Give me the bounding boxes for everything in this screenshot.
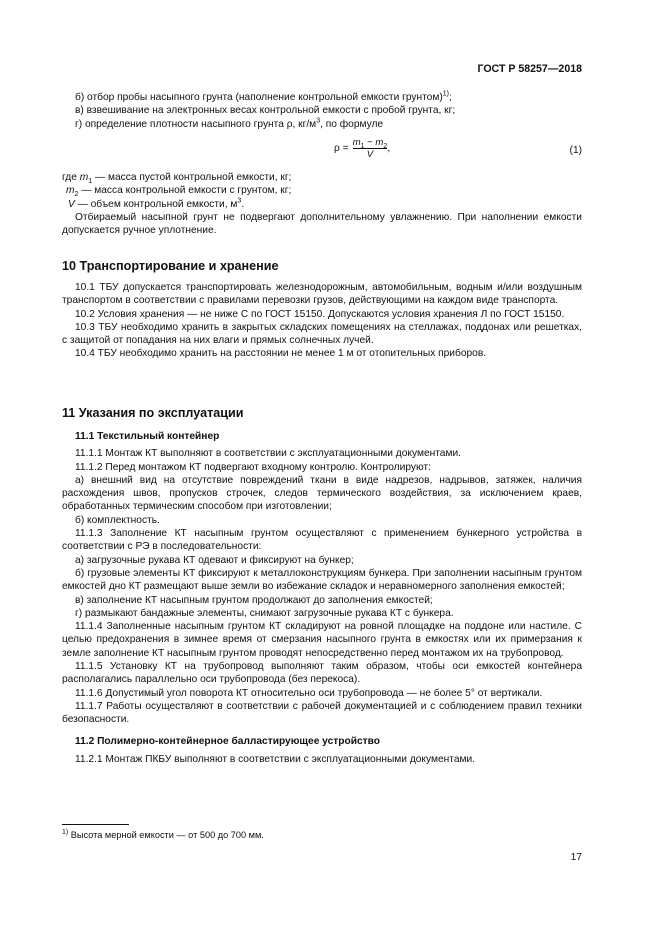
para-11-1-1: 11.1.1 Монтаж КТ выполняют в соответствии с эксплуатационными документами. (75, 448, 461, 460)
section-11-title: 11 Указания по эксплуатации (62, 406, 244, 420)
sample-paragraph: Отбираемый насыпной грунт не подвергают дополнительному увлажнению. При наполнении емкости допускается ручное уплотнение. (62, 211, 582, 237)
para-11-1-2-b: б) комплектность. (75, 514, 160, 526)
where-m1: где $m_1$ — масса пустой контрольной емкости, кг; (62, 172, 292, 186)
para-11-1-3-g: г) размыкают бандажные элементы, снимают загрузочные рукава КТ с бункера. (75, 607, 454, 619)
para-11-1-3-b: б) грузовые элементы КТ фиксируют к металлоконструкциям бункера. При заполнении насыпным грунтом емкостей дно КТ размещают выше земли во избежание складок и неравномерного заполнения емкостей; (62, 567, 582, 593)
para-11-1-7: 11.1.7 Работы осуществляют в соответствии с рабочей документацией и с соблюдением правил техники безопасности. (62, 700, 582, 726)
para-11-1-3-a: а) загрузочные рукава КТ одевают и фиксируют на бункер; (75, 554, 354, 566)
where-m2: $m_2$ — масса контрольной емкости с грунтом, кг; (66, 185, 292, 199)
list-item-v: в) взвешивание на электронных весах контрольной емкости с пробой грунта, кг; (75, 105, 456, 117)
section-10-title: 10 Транспортирование и хранение (62, 259, 279, 273)
subsection-11-1-title: 11.1 Текстильный контейнер (75, 431, 220, 442)
subsection-11-2-title: 11.2 Полимерно-контейнерное балластирующее устройство (75, 735, 380, 747)
footnote-ref: 1) (442, 90, 449, 98)
para-11-1-2: 11.1.2 Перед монтажом КТ подвергают входному контролю. Контролируют: (75, 461, 431, 473)
where-v: V — объем контрольной емкости, $м^3$. (68, 197, 245, 210)
density-formula: ρ = $\frac{m_1 - m_2}{V}$ , (334, 137, 391, 160)
para-11-2-1: 11.2.1 Монтаж ПКБУ выполняют в соответствии с эксплуатационными документами. (75, 753, 476, 765)
para-10-2: 10.2 Условия хранения — не ниже С по ГОСТ 15150. Допускаются условия хранения Л по ГОСТ 15150. (75, 308, 565, 320)
para-11-1-4: 11.1.4 Заполненные насыпным грунтом КТ складируют на ровной площадке на поддоне или настиле. С целью предохранения в зимнее время от смерзания насыпного грунта в емкостях или их примерзания к земле заполнение КТ насыпным грунтом проводят непосредственно перед монтажом их на трубопровод. (62, 621, 582, 659)
para-11-1-3: 11.1.3 Заполнение КТ насыпным грунтом осуществляют с применением бункерного устройства в соответствии с РЭ в последовательности: (62, 528, 582, 553)
formula-number: (1) (569, 145, 582, 156)
para-10-3: 10.3 ТБУ необходимо хранить в закрытых складских помещениях на стеллажах, поддонах или решетках, с защитой от попадания на них влаги и прямых солнечных лучей. (62, 321, 582, 347)
para-11-1-3-v: в) заполнение КТ насыпным грунтом продолжают до заполнения емкостей; (75, 594, 433, 606)
page-number: 17 (570, 852, 582, 863)
sampling-list (62, 91, 582, 131)
where-block (62, 171, 582, 237)
section-11 (62, 430, 582, 766)
para-11-1-6: 11.1.6 Допустимый угол поворота КТ относительно оси трубопровода — не более 5° от вертикали. (75, 687, 543, 699)
para-11-1-5: 11.1.5 Установку КТ на трубопровод выполняют таким образом, чтобы оси емкостей контейнера располагались параллельно оси трубопровода (без перекоса). (62, 661, 582, 686)
para-10-1: 10.1 ТБУ допускается транспортировать железнодорожным, автомобильным, водным и/или воздушным транспортом в соответствии с правилами перевозки грузов, действующими на каждом виде транспорта. (62, 282, 582, 307)
list-item-g: г) определение плотности насыпного грунта ρ, $кг/м^3$, по формуле (75, 117, 384, 130)
document-code: ГОСТ Р 58257—2018 (477, 63, 582, 75)
footnote: $^{1)}$ Высота мерной емкости — от 500 до 700 мм. (62, 828, 264, 840)
footnote-separator (62, 824, 129, 825)
section-10 (62, 281, 582, 361)
list-item-b: б) отбор пробы насыпного грунта (наполнение контрольной емкости грунтом)$^{1)}$; (75, 90, 452, 103)
para-11-1-2-a: а) внешний вид на отсутствие повреждений ткани в виде надрезов, надрывов, затяжек, наличия расхождения швов, пропусков строчек, следов термического воздействия, за исключением краев, обработанных термическим способом при изготовлении; (62, 474, 582, 513)
para-10-4: 10.4 ТБУ необходимо хранить на расстоянии не менее 1 м от отопительных приборов. (75, 348, 487, 360)
formula-1 (62, 137, 582, 163)
